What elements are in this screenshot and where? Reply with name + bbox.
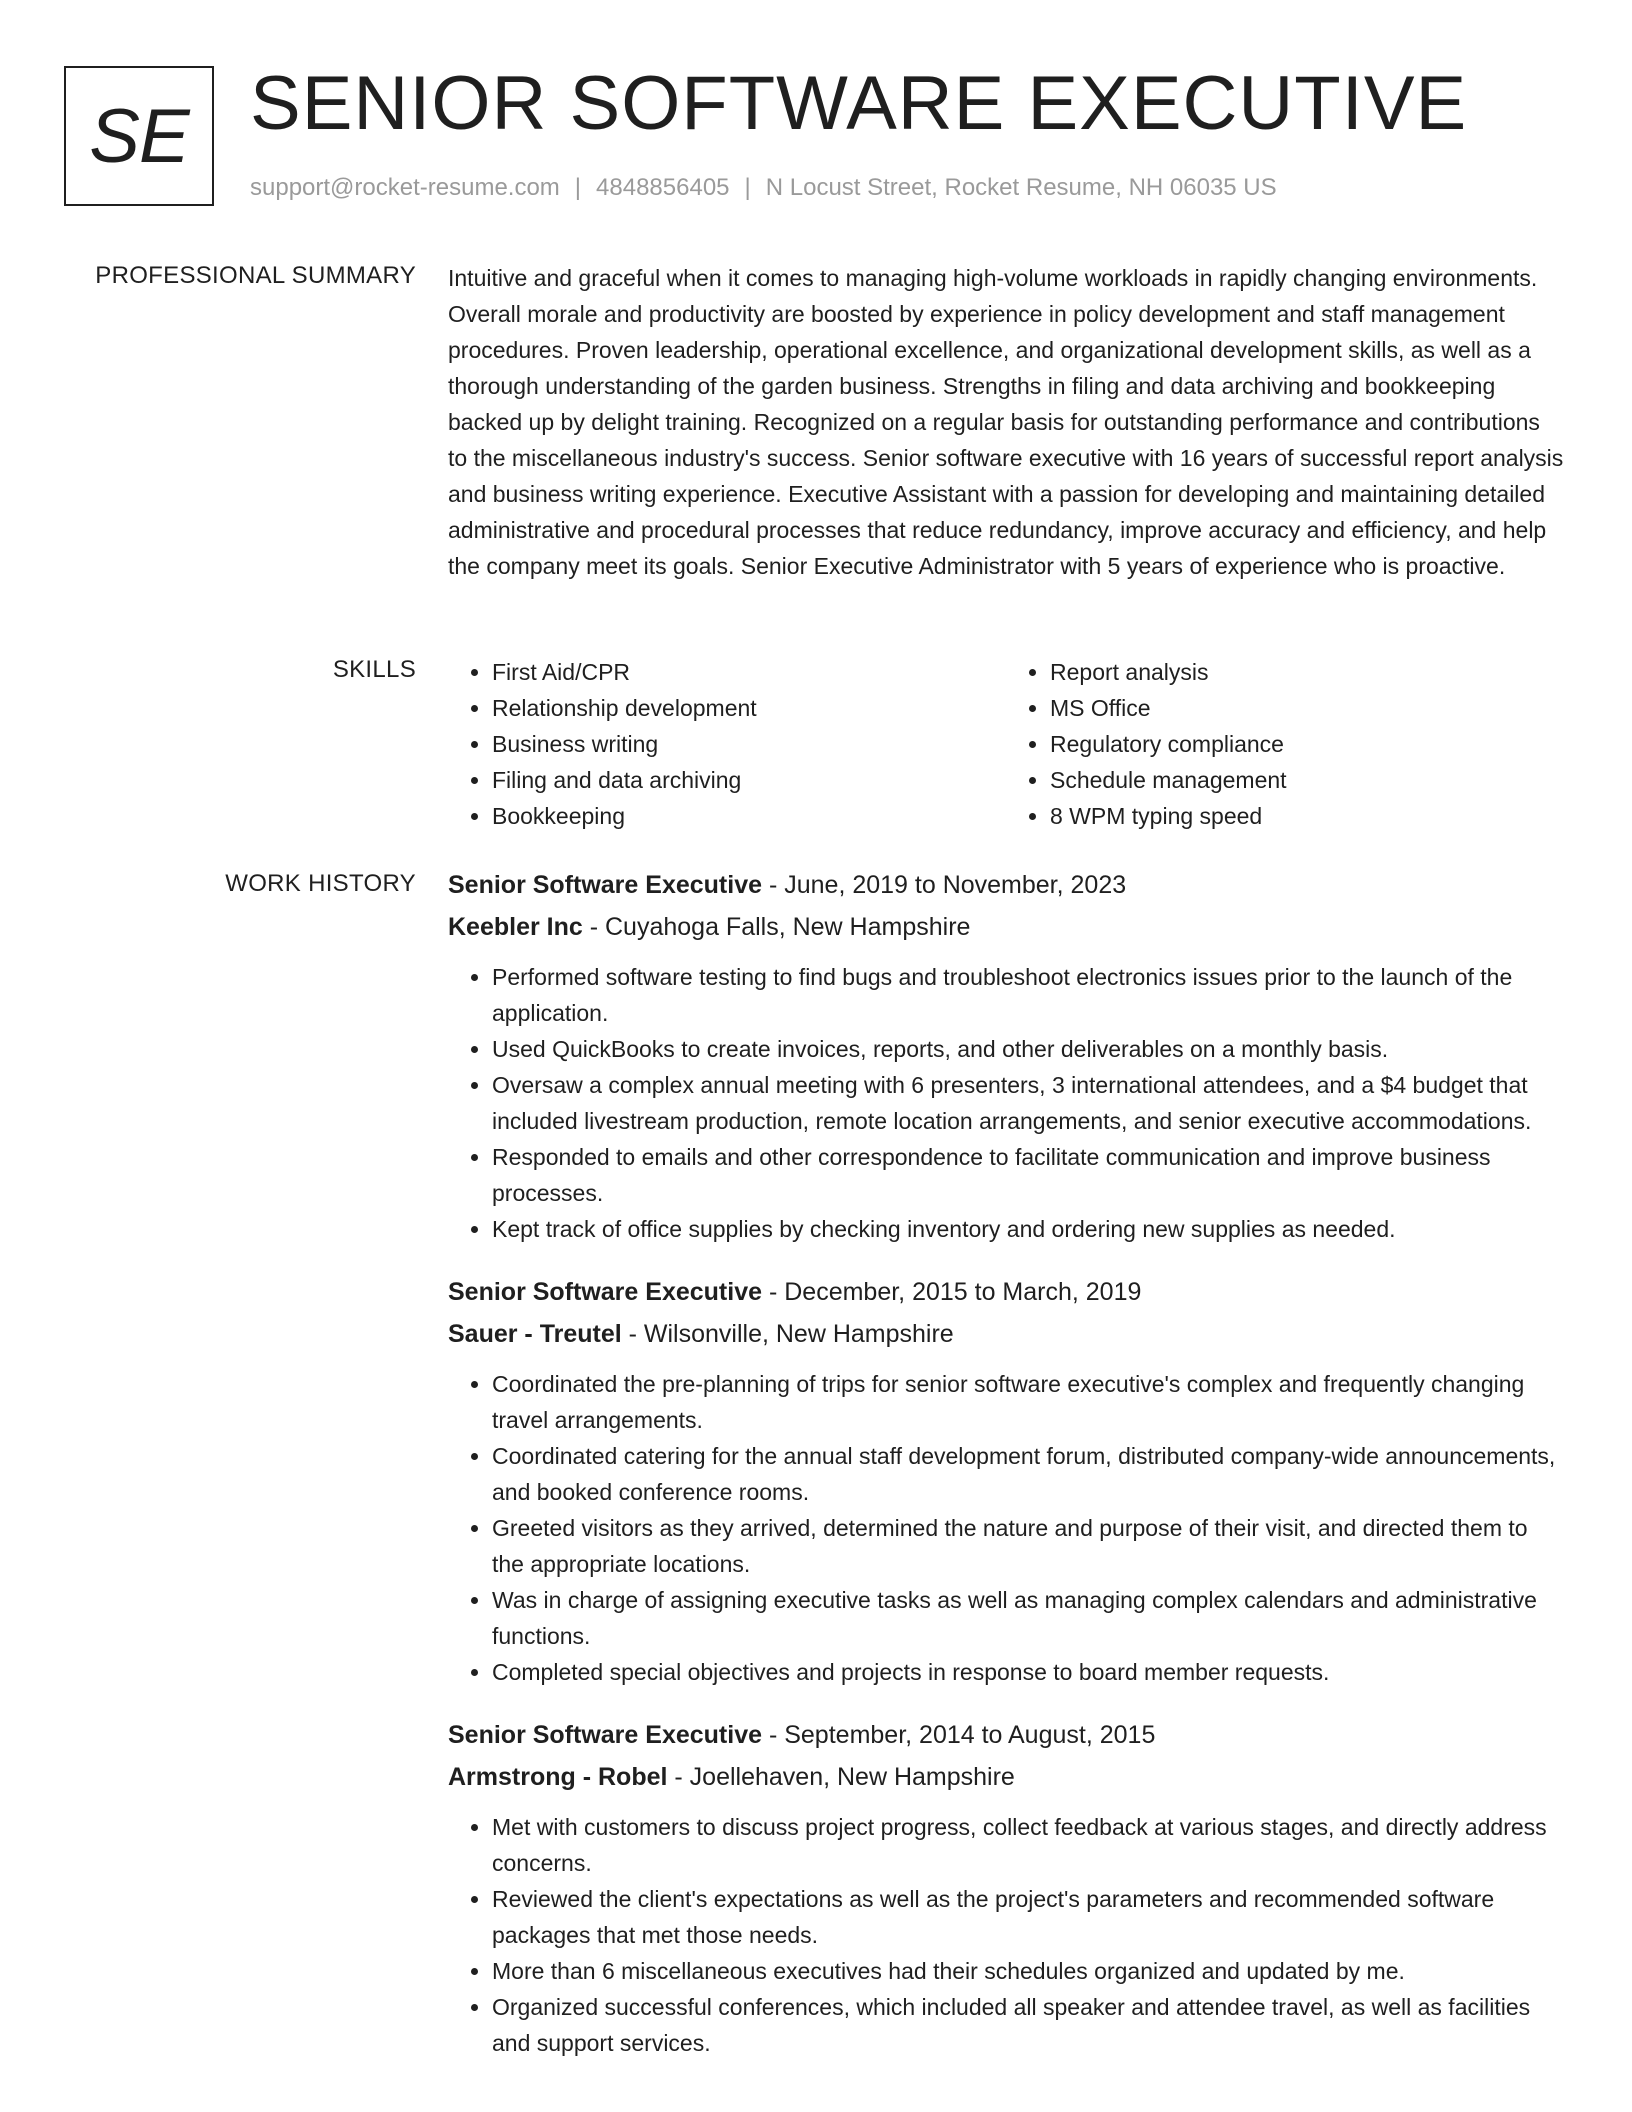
job-bullet: • Oversaw a complex annual meeting with 6 presenters, 3 international attendees, and a $4 budget that included livestream production, remote location arrangements, and senior executive accommodations. bbox=[492, 1067, 1564, 1139]
skills-list-left bbox=[448, 654, 1006, 834]
skill-item: • Regulatory compliance bbox=[1050, 726, 1564, 762]
job-company: Keebler Inc bbox=[448, 913, 583, 941]
job-title-line bbox=[448, 1717, 1564, 1753]
skill-item: • MS Office bbox=[1050, 690, 1564, 726]
job-location: - Joellehaven, New Hampshire bbox=[667, 1763, 1015, 1791]
section-title-skills: SKILLS bbox=[332, 656, 416, 683]
job-bullet: • Greeted visitors as they arrived, determined the nature and purpose of their visit, and directed them to the appropriate locations. bbox=[492, 1510, 1564, 1582]
skill-item: • 8 WPM typing speed bbox=[1050, 798, 1564, 834]
contact-separator: | bbox=[744, 174, 751, 201]
job-bullet: • Coordinated the pre-planning of trips for senior software executive's complex and frequently changing travel arrangements. bbox=[492, 1366, 1564, 1438]
job-entry bbox=[448, 1274, 1564, 1690]
summary-text: Intuitive and graceful when it comes to managing high-volume workloads in rapidly changing environments. Overall morale and productivity are boosted by experience in policy development and staff management procedures. Proven leadership, operational excellence, and organizational development skills, as well as a thorough understanding of the garden business. Strengths in filing and data archiving and bookkeeping backed up by delight training. Recognized on a regular basis for outstanding performance and contributions to the miscellaneous industry's success. Senior software executive with 16 years of successful report analysis and business writing experience. Executive Assistant with a passion for developing and maintaining detailed administrative and procedural processes that reduce redundancy, improve accuracy and efficiency, and help the company meet its goals. Senior Executive Administrator with 5 years of experience who is proactive. bbox=[448, 265, 1564, 579]
job-title-line bbox=[448, 867, 1564, 903]
resume-header bbox=[64, 61, 1564, 226]
job-dates: - September, 2014 to August, 2015 bbox=[762, 1721, 1156, 1749]
skills-body bbox=[448, 656, 1564, 834]
work-history-body bbox=[448, 870, 1564, 2091]
job-location: - Cuyahoga Falls, New Hampshire bbox=[582, 913, 971, 941]
summary-body bbox=[448, 262, 1564, 584]
skills-list-right bbox=[1006, 654, 1564, 834]
job-bullet: • Completed special objectives and projects in response to board member requests. bbox=[492, 1654, 1564, 1690]
job-location: - Wilsonville, New Hampshire bbox=[621, 1320, 954, 1348]
job-bullet: • Responded to emails and other correspondence to facilitate communication and improve business processes. bbox=[492, 1139, 1564, 1211]
job-company-line bbox=[448, 1314, 1564, 1354]
job-bullets bbox=[448, 1366, 1564, 1690]
job-company: Armstrong - Robel bbox=[448, 1763, 668, 1791]
job-bullet: • Performed software testing to find bugs and troubleshoot electronics issues prior to the launch of the application. bbox=[492, 959, 1564, 1031]
job-bullet: • More than 6 miscellaneous executives had their schedules organized and updated by me. bbox=[492, 1953, 1564, 1989]
job-bullets bbox=[448, 1809, 1564, 2061]
job-role: Senior Software Executive bbox=[448, 1721, 763, 1749]
contact-email: support@rocket-resume.com bbox=[250, 174, 560, 201]
job-dates: - June, 2019 to November, 2023 bbox=[762, 871, 1127, 899]
job-company: Sauer - Treutel bbox=[448, 1320, 622, 1348]
job-entry bbox=[448, 867, 1564, 1247]
job-bullet: • Was in charge of assigning executive tasks as well as managing complex calendars and administrative functions. bbox=[492, 1582, 1564, 1654]
contact-separator: | bbox=[574, 174, 582, 201]
job-role: Senior Software Executive bbox=[448, 1278, 763, 1306]
job-bullet: • Kept track of office supplies by checking inventory and ordering new supplies as needed. bbox=[492, 1211, 1564, 1247]
job-company-line bbox=[448, 1757, 1564, 1797]
job-entry bbox=[448, 1717, 1564, 2061]
job-bullet: • Met with customers to discuss project progress, collect feedback at various stages, and directly address concerns. bbox=[492, 1809, 1564, 1881]
job-role: Senior Software Executive bbox=[448, 871, 763, 899]
contact-line bbox=[250, 174, 1277, 202]
job-company-line bbox=[448, 907, 1564, 947]
skill-item: • Bookkeeping bbox=[492, 798, 1006, 834]
job-bullet: • Reviewed the client's expectations as well as the project's parameters and recommended software packages that met those needs. bbox=[492, 1881, 1564, 1953]
skill-item: • Relationship development bbox=[492, 690, 1006, 726]
section-title-work-history: WORK HISTORY bbox=[225, 870, 416, 897]
skill-item: • Report analysis bbox=[1050, 654, 1564, 690]
contact-address: N Locust Street, Rocket Resume, NH 06035 US bbox=[765, 174, 1277, 201]
skill-item: • Business writing bbox=[492, 726, 1006, 762]
section-title-summary: PROFESSIONAL SUMMARY bbox=[95, 262, 416, 289]
job-bullet: • Organized successful conferences, which included all speaker and attendee travel, as well as facilities and support services. bbox=[492, 1989, 1564, 2061]
job-title-line bbox=[448, 1274, 1564, 1310]
skill-item: • First Aid/CPR bbox=[492, 654, 1006, 690]
monogram-logo: SE bbox=[64, 66, 214, 206]
skill-item: • Filing and data archiving bbox=[492, 762, 1006, 798]
resume-name: SENIOR SOFTWARE EXECUTIVE bbox=[250, 61, 1468, 146]
skill-item: • Schedule management bbox=[1050, 762, 1564, 798]
job-dates: - December, 2015 to March, 2019 bbox=[762, 1278, 1142, 1306]
contact-phone: 4848856405 bbox=[596, 174, 730, 201]
job-bullets bbox=[448, 959, 1564, 1247]
job-bullet: • Used QuickBooks to create invoices, reports, and other deliverables on a monthly basis. bbox=[492, 1031, 1564, 1067]
job-bullet: • Coordinated catering for the annual staff development forum, distributed company-wide announcements, and booked conference rooms. bbox=[492, 1438, 1564, 1510]
